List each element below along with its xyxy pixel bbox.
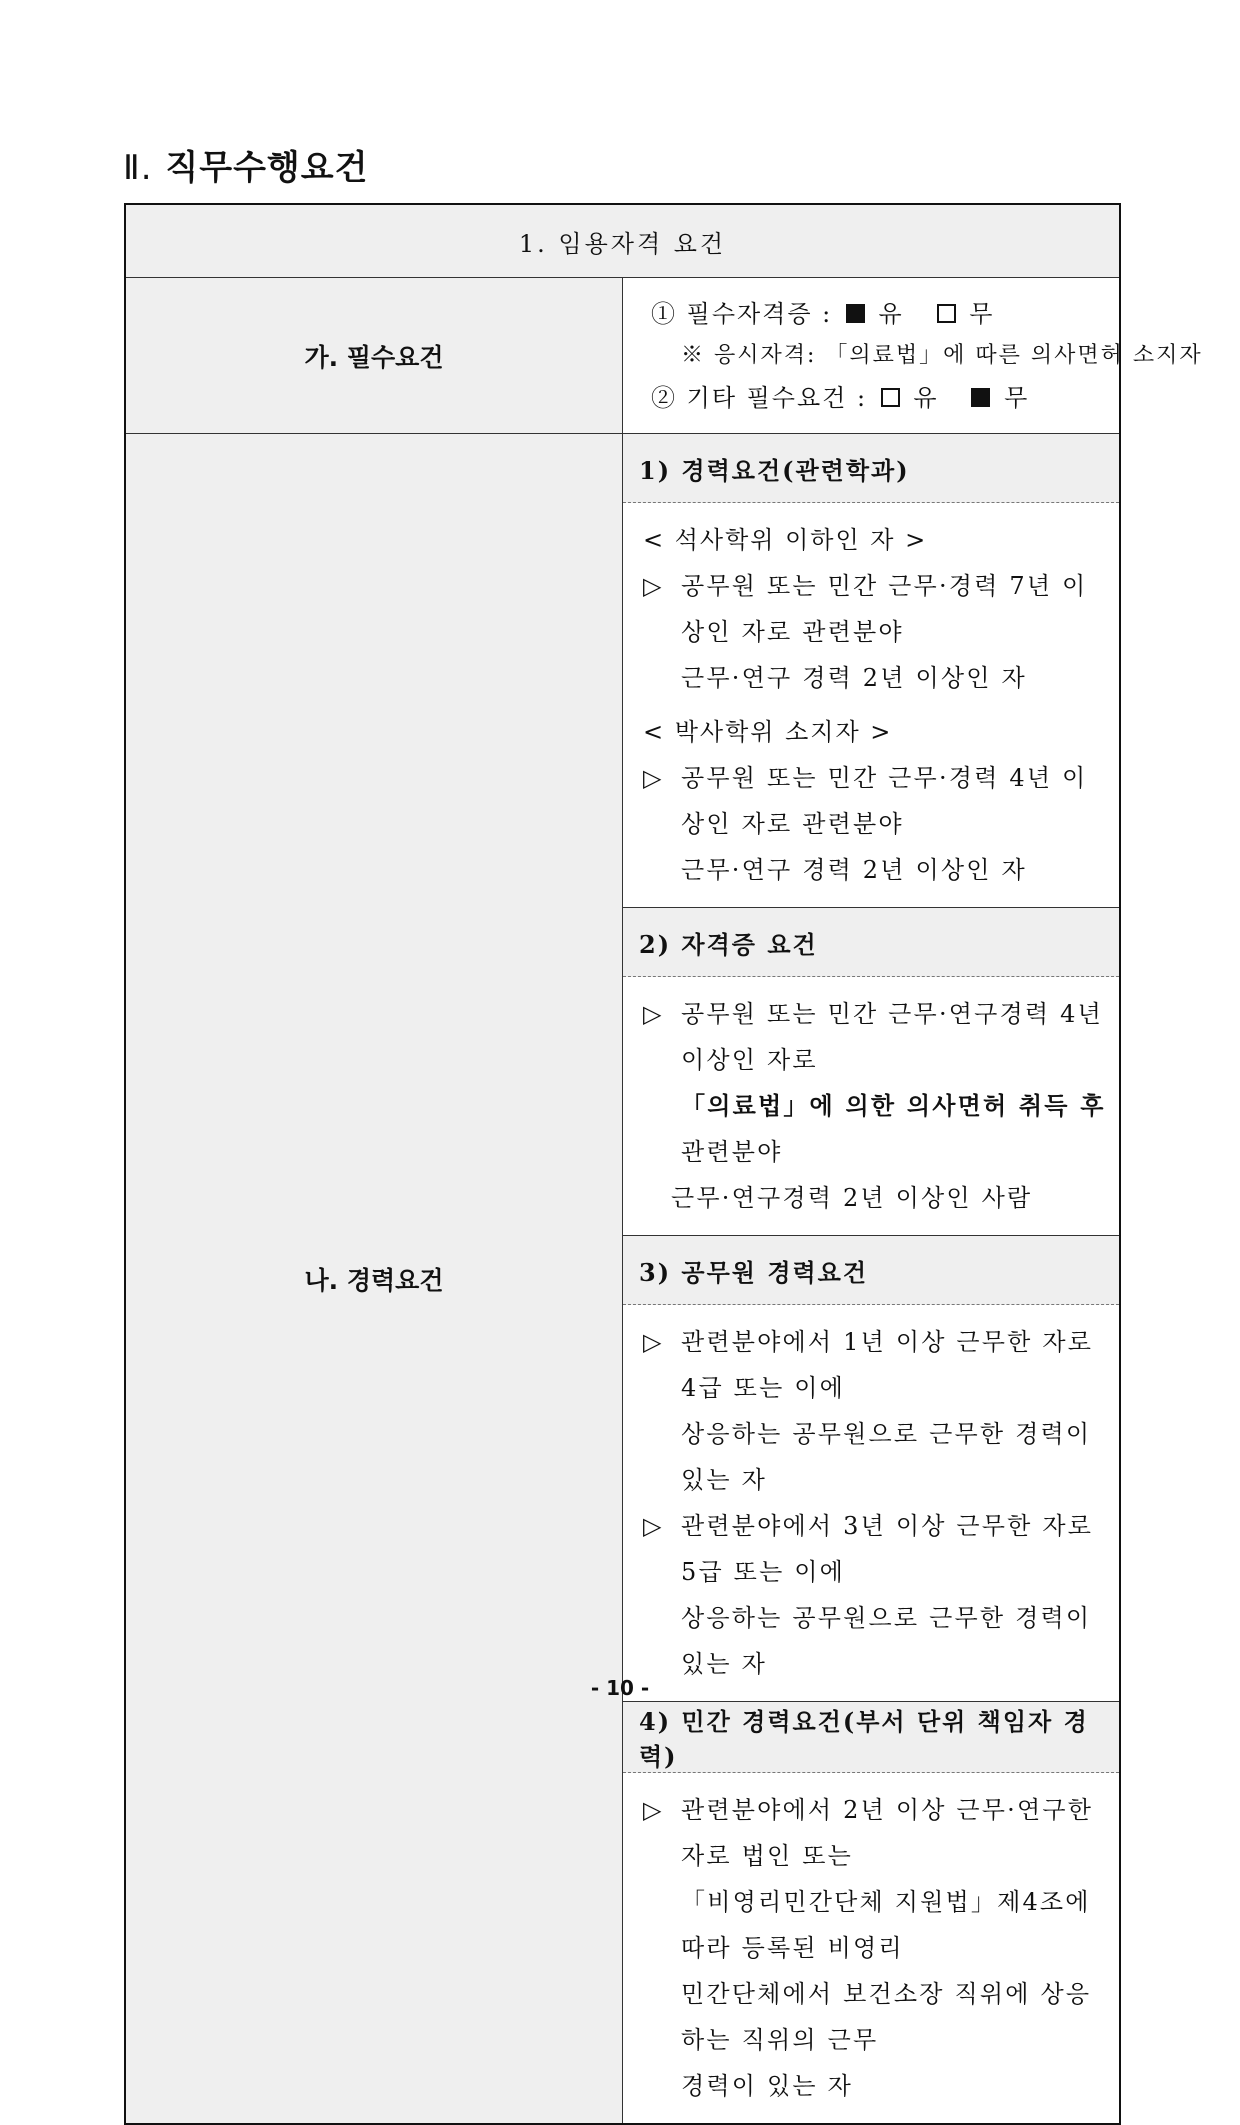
required-content [623,278,1203,434]
sec4-line3: 민간단체에서 보건소장 직위에 상응하는 직위의 근무 [681,1980,1092,2054]
sec2-line2-bold: 「의료법」에 의한 의사면허 취득 후 [681,1091,1106,1120]
bullet-icon: ▷ [643,572,664,600]
group1-line1: 공무원 또는 민간 근무·경력 7년 이상인 자로 관련분야 [681,572,1088,646]
sec1-body [623,503,1121,908]
other-no: 무 [1004,383,1030,412]
list-item [643,1319,1107,1411]
group2-line1: 공무원 또는 민간 근무·경력 4년 이상인 자로 관련분야 [681,764,1088,838]
list-item [643,1503,1107,1595]
requirements-table [124,203,1203,2125]
list-item [643,1787,1107,1879]
table-header: 1. 임용자격 요건 [125,204,1120,278]
license-yes: 유 [878,299,904,328]
group1-line2: 근무·연구 경력 2년 이상인 자 [681,664,1027,692]
other-prefix: ② 기타 필수요건 : [651,383,868,412]
sec4-body [623,1773,1121,2125]
license-no: 무 [969,299,995,328]
sec2-body [623,977,1121,1236]
sec4-line1: 관련분야에서 2년 이상 근무·연구한 자로 법인 또는 [681,1796,1094,1870]
sec2-line3: 근무·연구경력 2년 이상인 사람 [671,1184,1033,1212]
sec2-line2-rest: 관련분야 [681,1138,783,1166]
group2-title: < 박사학위 소지자 > [643,718,893,746]
list-item [643,755,1107,847]
bullet-icon: ▷ [643,1000,664,1028]
unchecked-box-icon [881,388,900,407]
sec4-line2: 「비영리민간단체 지원법」제4조에 따라 등록된 비영리 [681,1888,1091,1962]
list-item [643,991,1107,1083]
list-item [643,563,1107,655]
section-title-text: 직무수행요건 [165,148,369,188]
sec2-title: 2) 자격증 요건 [623,908,1121,977]
eligibility-note: ※ 응시자격: 「의료법」에 따른 의사면허 소지자 [681,342,1203,368]
license-line [651,292,1105,336]
sec3-body [623,1305,1121,1702]
section-roman-numeral: Ⅱ. [123,148,153,188]
sec2-line1: 공무원 또는 민간 근무·연구경력 4년 이상인 자로 [681,1000,1103,1074]
sec3-title: 3) 공무원 경력요건 [623,1236,1121,1305]
unchecked-box-icon [937,304,956,323]
license-prefix: ① 필수자격증 : [651,299,833,328]
section-title [123,140,368,189]
sec3-item2-line2: 상응하는 공무원으로 근무한 경력이 있는 자 [681,1604,1092,1678]
bullet-icon: ▷ [643,1796,664,1824]
group1-title: < 석사학위 이하인 자 > [643,526,928,554]
sec1-title: 1) 경력요건(관련학과) [623,434,1121,503]
sec3-item1-line1: 관련분야에서 1년 이상 근무한 자로 4급 또는 이에 [681,1328,1094,1402]
bullet-icon: ▷ [643,1328,664,1356]
sec4-title: 4) 민간 경력요건(부서 단위 책임자 경력) [623,1702,1121,1773]
sec3-item1-line2: 상응하는 공무원으로 근무한 경력이 있는 자 [681,1420,1092,1494]
other-yes: 유 [913,383,939,412]
sec3-item2-line1: 관련분야에서 3년 이상 근무한 자로 5급 또는 이에 [681,1512,1094,1586]
required-label: 가. 필수요건 [125,278,623,434]
page-number: - 10 - [590,1676,650,1700]
sec2-line2 [643,1083,1107,1175]
checked-box-icon [846,304,865,323]
career-label: 나. 경력요건 [125,434,623,2125]
sec4-line4: 경력이 있는 자 [681,2072,853,2100]
bullet-icon: ▷ [643,1512,664,1540]
bullet-icon: ▷ [643,764,664,792]
group2-line2: 근무·연구 경력 2년 이상인 자 [681,856,1027,884]
checked-box-icon [971,388,990,407]
other-requirement-line [651,376,1105,420]
